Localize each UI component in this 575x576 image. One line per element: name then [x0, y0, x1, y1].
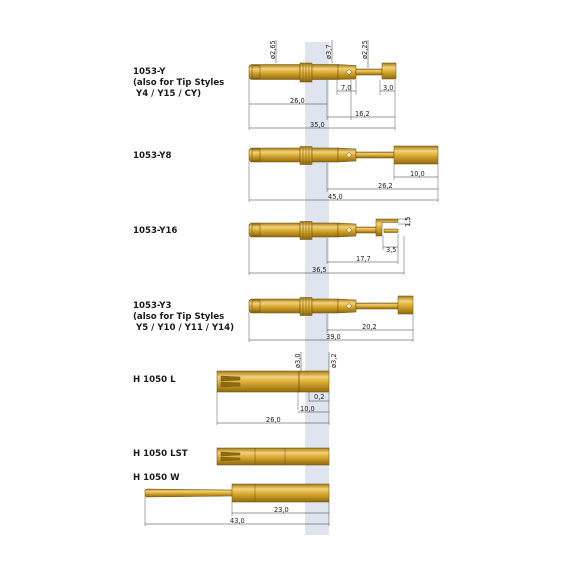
part-1053-y8 — [133, 146, 438, 202]
dim-length: 1,5 — [404, 216, 412, 227]
dim-diameter: ø3,2 — [330, 353, 338, 368]
dim-length: 23,0 — [274, 506, 289, 514]
dim-length: 36,5 — [312, 266, 327, 274]
part-label: 1053-Y3 — [133, 301, 172, 311]
dim-length: 45,0 — [328, 193, 343, 201]
dim-length: 3,5 — [386, 246, 397, 254]
probe-body — [249, 296, 413, 316]
part-1053-y — [133, 40, 396, 130]
dimensions — [249, 161, 438, 202]
receptacle-body — [217, 448, 329, 465]
part-label-sub: Y5 / Y10 / Y11 / Y14) — [133, 323, 235, 333]
dim-length: 7,0 — [341, 84, 352, 92]
part-label-sub: (also for Tip Styles — [133, 312, 225, 322]
dim-length: 17,7 — [356, 255, 371, 263]
part-1053-y16 — [133, 217, 412, 276]
dimensions — [249, 312, 413, 342]
probe-body — [249, 63, 396, 82]
part-1053-y3 — [133, 296, 413, 342]
dim-length: 43,0 — [230, 517, 245, 525]
dim-length: 16,2 — [355, 110, 370, 118]
dim-length: 26,0 — [266, 416, 281, 424]
dim-length: 0,2 — [314, 393, 325, 401]
dim-length: 39,0 — [326, 333, 341, 341]
part-label: 1053-Y8 — [133, 151, 172, 161]
part-h-1050-lst — [133, 448, 329, 465]
part-label: H 1050 L — [133, 375, 176, 385]
dim-length: 26,2 — [378, 182, 393, 190]
dim-length: 26,0 — [290, 97, 305, 105]
dim-length: 20,2 — [362, 323, 377, 331]
part-label: 1053-Y — [133, 67, 166, 77]
probe-body — [249, 146, 438, 165]
dim-diameter: ø3,7 — [325, 44, 333, 59]
receptacle-body — [217, 371, 329, 392]
dim-diameter: ø2,65 — [269, 40, 277, 59]
part-label: 1053-Y16 — [133, 226, 178, 236]
part-h-1050-w — [133, 473, 329, 526]
dim-diameter: ø3,0 — [294, 353, 302, 368]
dim-length: 3,0 — [383, 84, 394, 92]
part-label-sub: (also for Tip Styles — [133, 78, 225, 88]
part-label: H 1050 LST — [133, 449, 188, 459]
part-label: H 1050 W — [133, 473, 180, 483]
part-label-sub: Y4 / Y15 / CY) — [133, 89, 202, 99]
receptacle-body — [145, 484, 329, 502]
dim-length: 10,0 — [300, 405, 315, 413]
dim-length: 10,0 — [410, 170, 425, 178]
dim-diameter: ø2,25 — [361, 40, 369, 59]
dim-length: 35,0 — [310, 121, 325, 129]
